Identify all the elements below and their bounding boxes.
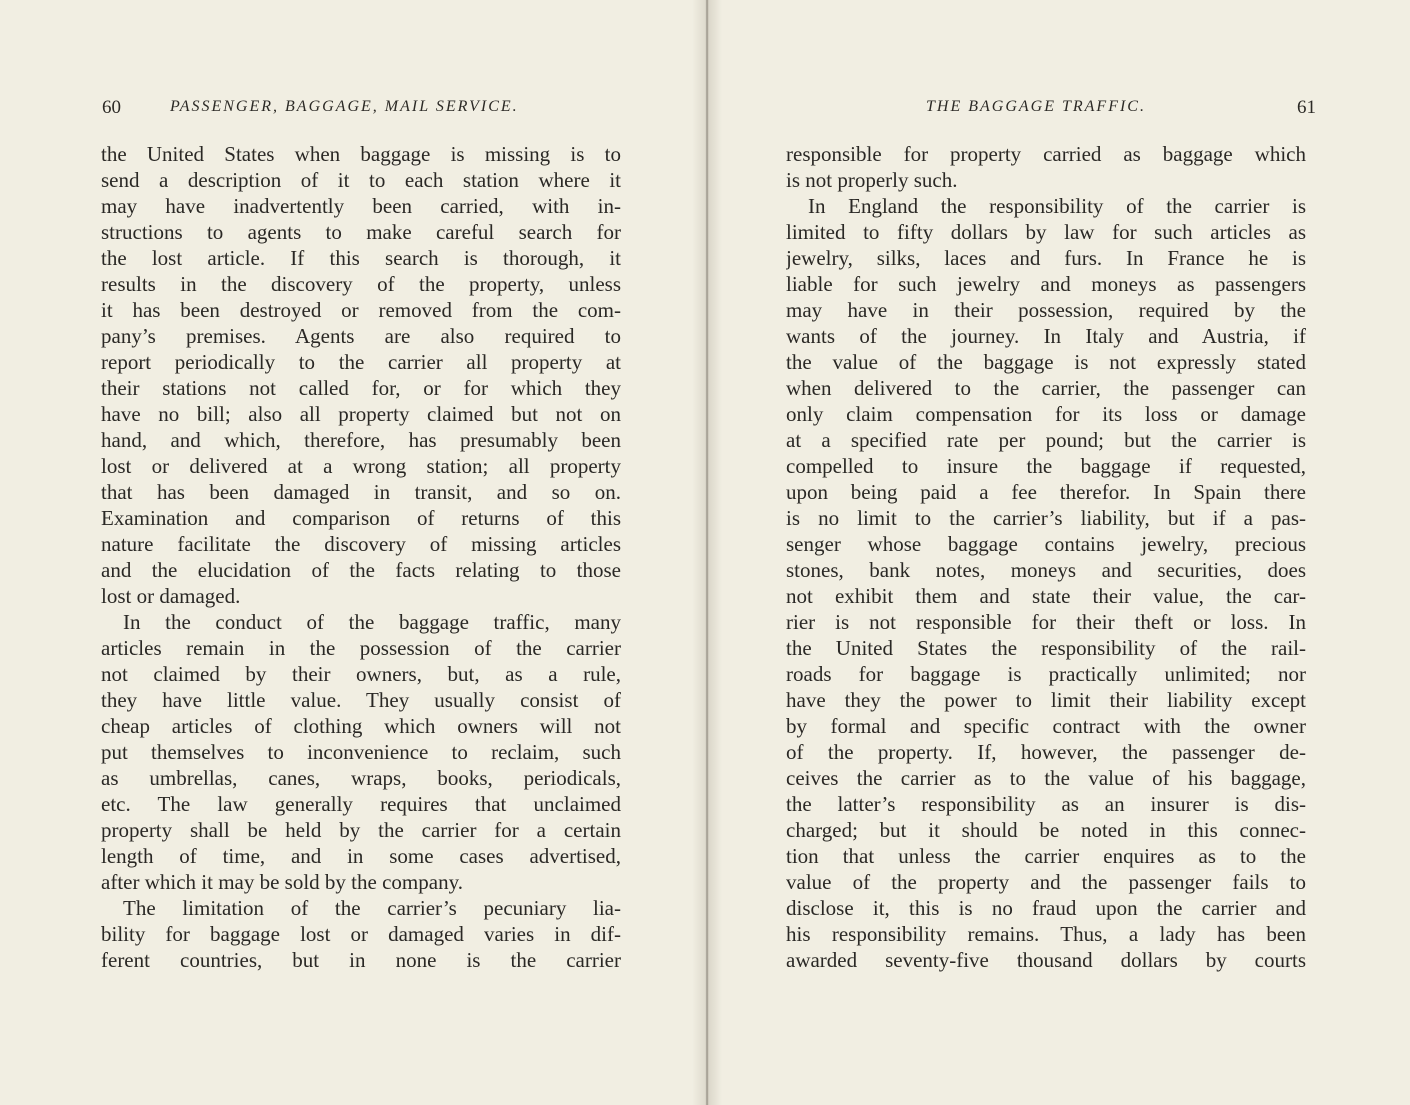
text-line: ferent countries, but in none is the carrier xyxy=(101,948,621,972)
text-line: value of the property and the passenger fails to xyxy=(786,870,1306,894)
right-page-number: 61 xyxy=(1297,97,1316,118)
left-running-title: PASSENGER, BAGGAGE, MAIL SERVICE. xyxy=(170,98,519,115)
right-page xyxy=(706,0,1410,1105)
text-line: length of time, and in some cases advertised, xyxy=(101,844,621,868)
text-line: by formal and specific contract with the owner xyxy=(786,714,1306,738)
text-line: tion that unless the carrier enquires as to the xyxy=(786,844,1306,868)
text-line: awarded seventy-five thousand dollars by courts xyxy=(786,948,1306,972)
text-line: articles remain in the possession of the carrier xyxy=(101,636,621,660)
text-line: the United States when baggage is missing is to xyxy=(101,142,621,166)
text-line: lost or damaged. xyxy=(101,584,241,608)
text-line: roads for baggage is practically unlimited; nor xyxy=(786,662,1306,686)
text-line: charged; but it should be noted in this connec- xyxy=(786,818,1306,842)
text-line: after which it may be sold by the company. xyxy=(101,870,463,894)
text-line: cheap articles of clothing which owners will not xyxy=(101,714,621,738)
text-line: report periodically to the carrier all property at xyxy=(101,350,621,374)
text-line: bility for baggage lost or damaged varies in dif- xyxy=(101,922,621,946)
text-line: In England the responsibility of the carrier is xyxy=(808,194,1306,218)
text-line: may have inadvertently been carried, with in- xyxy=(101,194,621,218)
text-line: disclose it, this is no fraud upon the carrier and xyxy=(786,896,1306,920)
right-body-text xyxy=(786,141,1306,973)
right-running-head xyxy=(706,97,1316,127)
right-running-title: THE BAGGAGE TRAFFIC. xyxy=(926,98,1146,115)
text-line: lost or delivered at a wrong station; all property xyxy=(101,454,621,478)
text-line: upon being paid a fee therefor. In Spain there xyxy=(786,480,1306,504)
text-line: nature facilitate the discovery of missing articles xyxy=(101,532,621,556)
text-line: compelled to insure the baggage if requested, xyxy=(786,454,1306,478)
text-line: it has been destroyed or removed from the com- xyxy=(101,298,621,322)
text-line: his responsibility remains. Thus, a lady has been xyxy=(786,922,1306,946)
text-line: not claimed by their owners, but, as a rule, xyxy=(101,662,621,686)
text-line: the latter’s responsibility as an insurer is dis- xyxy=(786,792,1306,816)
text-line: send a description of it to each station where it xyxy=(101,168,621,192)
text-line: not exhibit them and state their value, the car- xyxy=(786,584,1306,608)
text-line: they have little value. They usually consist of xyxy=(101,688,621,712)
text-line: senger whose baggage contains jewelry, precious xyxy=(786,532,1306,556)
left-page-number: 60 xyxy=(102,97,121,118)
text-line: their stations not called for, or for which they xyxy=(101,376,621,400)
left-body-text xyxy=(101,141,621,973)
text-line: property shall be held by the carrier for a certain xyxy=(101,818,621,842)
text-line: as umbrellas, canes, wraps, books, periodicals, xyxy=(101,766,621,790)
text-line: structions to agents to make careful search for xyxy=(101,220,621,244)
text-line: the value of the baggage is not expressly stated xyxy=(786,350,1306,374)
text-line: The limitation of the carrier’s pecuniary lia- xyxy=(123,896,621,920)
text-line: is no limit to the carrier’s liability, but if a pas- xyxy=(786,506,1306,530)
text-line: put themselves to inconvenience to reclaim, such xyxy=(101,740,621,764)
text-line: etc. The law generally requires that unclaimed xyxy=(101,792,621,816)
text-line: stones, bank notes, moneys and securities, does xyxy=(786,558,1306,582)
text-line: only claim compensation for its loss or damage xyxy=(786,402,1306,426)
text-line: is not properly such. xyxy=(786,168,958,192)
text-line: jewelry, silks, laces and furs. In France he is xyxy=(786,246,1306,270)
text-line: limited to fifty dollars by law for such articles as xyxy=(786,220,1306,244)
left-running-head xyxy=(102,97,622,127)
text-line: Examination and comparison of returns of this xyxy=(101,506,621,530)
text-line: results in the discovery of the property, unless xyxy=(101,272,621,296)
text-line: rier is not responsible for their theft or loss. In xyxy=(786,610,1306,634)
text-line: when delivered to the carrier, the passenger can xyxy=(786,376,1306,400)
book-gutter xyxy=(692,0,722,1105)
text-line: pany’s premises. Agents are also required to xyxy=(101,324,621,348)
text-line: the United States the responsibility of the rail- xyxy=(786,636,1306,660)
text-line: have no bill; also all property claimed but not on xyxy=(101,402,621,426)
text-line: that has been damaged in transit, and so on. xyxy=(101,480,621,504)
text-line: ceives the carrier as to the value of his baggage, xyxy=(786,766,1306,790)
text-line: wants of the journey. In Italy and Austria, if xyxy=(786,324,1306,348)
text-line: of the property. If, however, the passenger de- xyxy=(786,740,1306,764)
text-line: liable for such jewelry and moneys as passengers xyxy=(786,272,1306,296)
text-line: the lost article. If this search is thorough, it xyxy=(101,246,621,270)
text-line: may have in their possession, required by the xyxy=(786,298,1306,322)
text-line: hand, and which, therefore, has presumably been xyxy=(101,428,621,452)
text-line: In the conduct of the baggage traffic, many xyxy=(123,610,621,634)
text-line: responsible for property carried as baggage which xyxy=(786,142,1306,166)
text-line: have they the power to limit their liability except xyxy=(786,688,1306,712)
text-line: and the elucidation of the facts relating to those xyxy=(101,558,621,582)
text-line: at a specified rate per pound; but the carrier is xyxy=(786,428,1306,452)
